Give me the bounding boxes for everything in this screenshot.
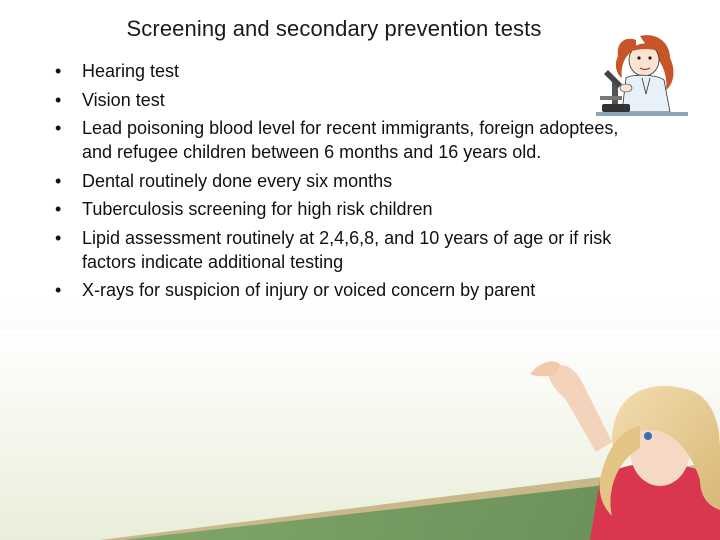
list-item (52, 226, 632, 274)
list-item (52, 197, 632, 221)
bullet-point: • (55, 227, 62, 248)
bullet-point: • (55, 61, 62, 81)
bullet-point: • (55, 170, 62, 191)
list-item (52, 88, 632, 112)
bullet-list (52, 59, 632, 307)
girl-pointing-at-board-image (0, 330, 720, 540)
list-item-text: Dental routinely done every six months (82, 170, 393, 191)
list-item-text: Hearing test (82, 61, 180, 81)
bullet-point: • (55, 89, 62, 110)
list-item-text: Lead poisoning blood level for recent immigrants, foreign adoptees, and refugee children between 6 months and 16 years old. (82, 118, 619, 162)
list-item (52, 278, 632, 302)
list-item-text: Vision test (82, 89, 165, 110)
list-item-text: Lipid assessment routinely at 2,4,6,8, and 10 years of age or if risk factors indicate additional testing (82, 227, 612, 272)
slide-title: Screening and secondary prevention tests (126, 16, 542, 41)
list-item (52, 59, 632, 83)
list-item-text: Tuberculosis screening for high risk children (82, 199, 433, 219)
list-item-text: X-rays for suspicion of injury or voiced concern by parent (82, 280, 536, 300)
bullet-point: • (55, 280, 62, 300)
bullet-point: • (55, 118, 62, 138)
list-item (52, 169, 632, 193)
list-item (52, 116, 632, 164)
bullet-point: • (55, 199, 62, 219)
